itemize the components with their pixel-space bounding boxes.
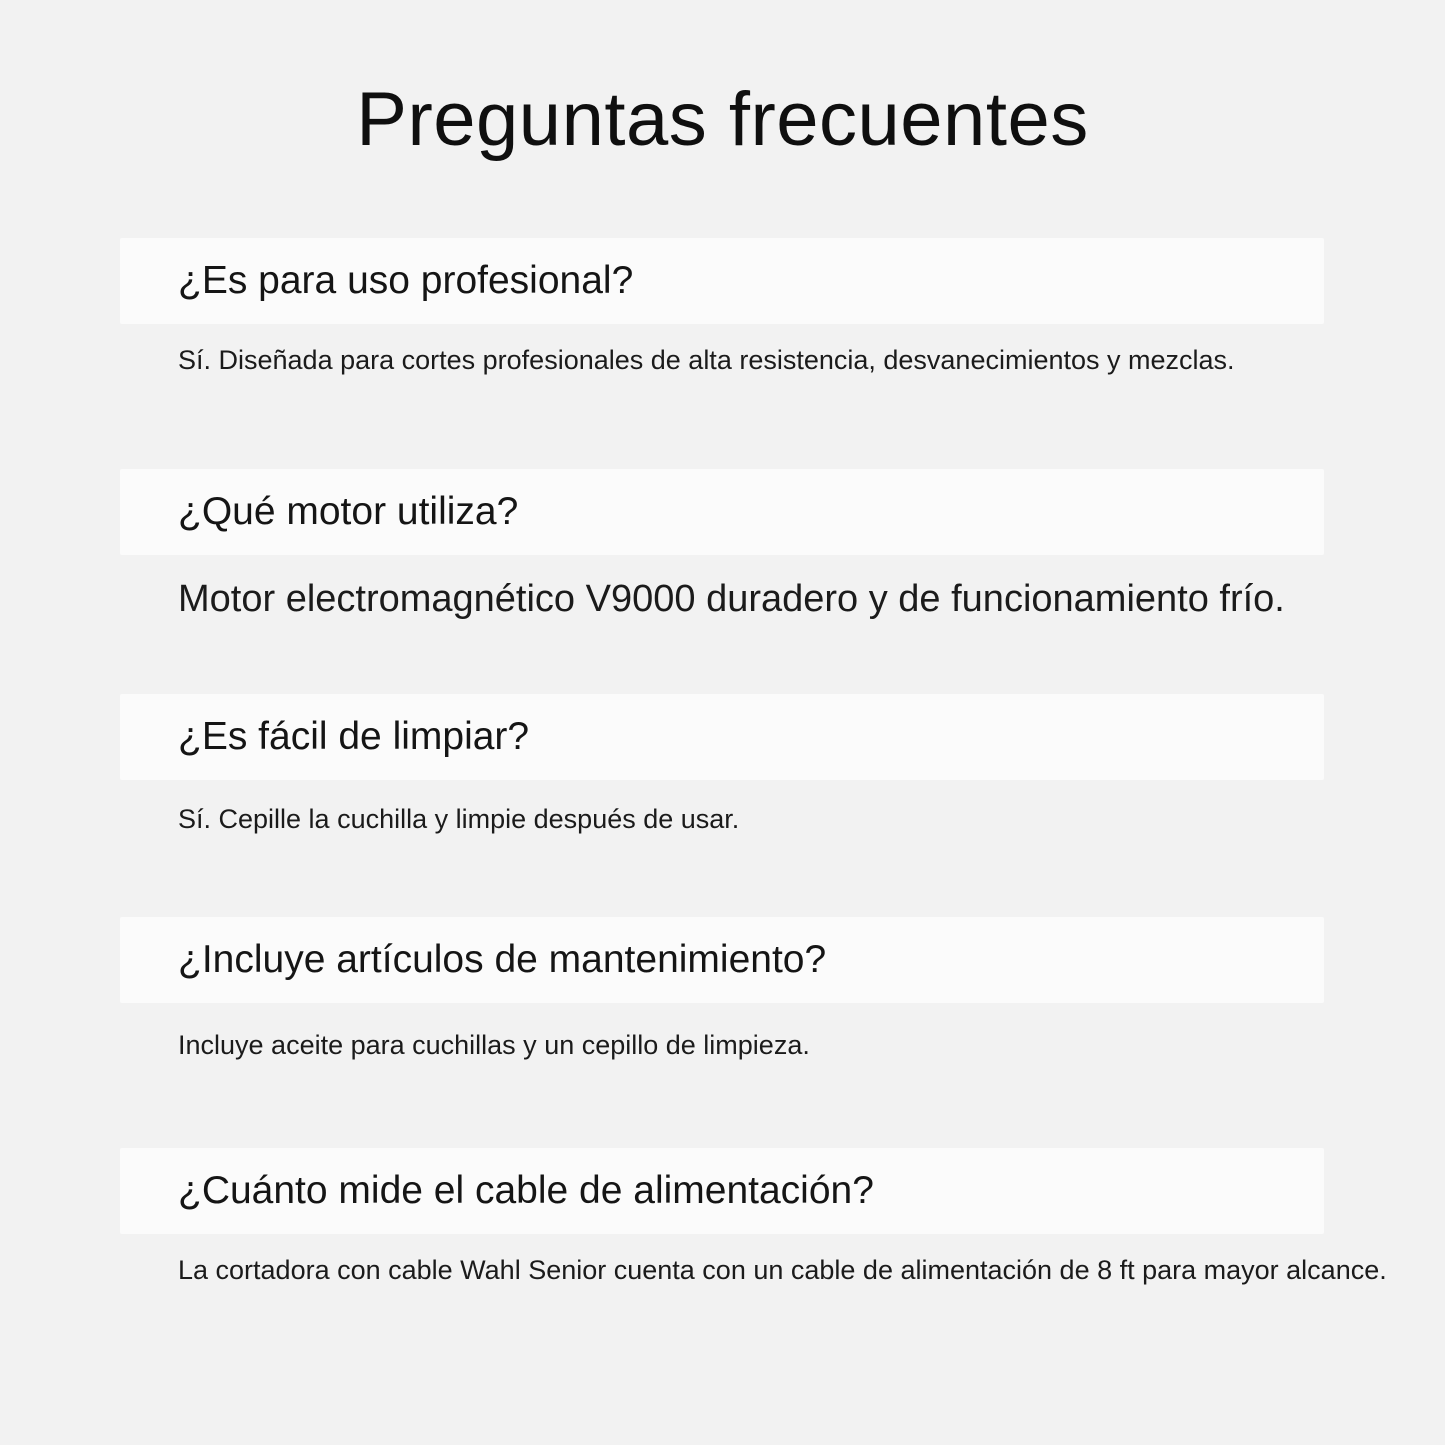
faq-question-2-text: ¿Qué motor utiliza? <box>178 490 519 533</box>
faq-question-1-text: ¿Es para uso profesional? <box>178 259 634 302</box>
faq-answer-4: Incluye aceite para cuchillas y un cepillo de limpieza. <box>178 1030 810 1060</box>
faq-question-3[interactable] <box>120 694 1324 780</box>
faq-question-5-text: ¿Cuánto mide el cable de alimentación? <box>178 1169 874 1212</box>
faq-answer-3: Sí. Cepille la cuchilla y limpie después de usar. <box>178 804 740 834</box>
faq-question-3-text: ¿Es fácil de limpiar? <box>178 715 530 758</box>
faq-answer-1: Sí. Diseñada para cortes profesionales de alta resistencia, desvanecimientos y mezclas. <box>178 345 1235 375</box>
faq-question-1[interactable] <box>120 238 1324 324</box>
faq-question-4-text: ¿Incluye artículos de mantenimiento? <box>178 938 827 981</box>
faq-answer-2: Motor electromagnético V9000 duradero y de funcionamiento frío. <box>178 578 1285 620</box>
faq-answer-5: La cortadora con cable Wahl Senior cuenta con un cable de alimentación de 8 ft para mayor alcance. <box>178 1255 1387 1285</box>
faq-question-5[interactable] <box>120 1148 1324 1234</box>
faq-question-2[interactable] <box>120 469 1324 555</box>
faq-question-4[interactable] <box>120 917 1324 1003</box>
page-title: Preguntas frecuentes <box>356 77 1089 162</box>
